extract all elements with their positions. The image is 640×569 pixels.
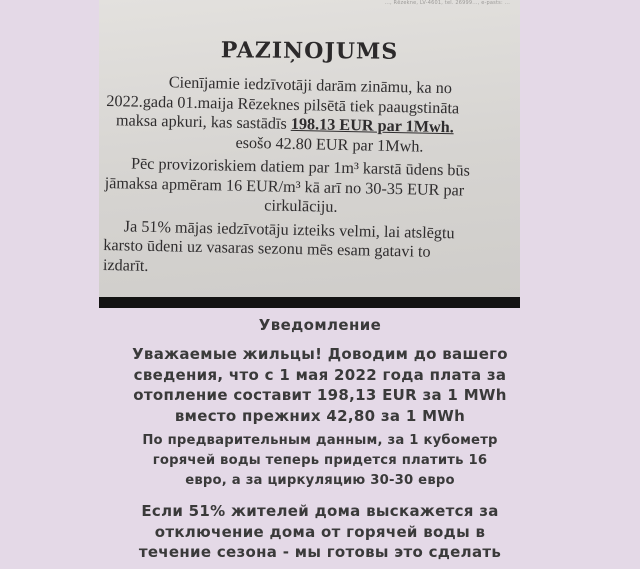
translation-line: По предварительным данным, за 1 кубометр <box>142 433 498 448</box>
notice-line: Cienījamie iedzīvotāji darām zināmu, ka no <box>168 73 453 98</box>
translation-line: вместо прежних 42,80 за 1 MWh <box>174 406 466 425</box>
translation-line: отключение дома от горячей воды в <box>154 522 486 541</box>
translation-line: отопление составит 198,13 EUR за 1 MWh <box>133 386 507 404</box>
translation-line: горячей воды теперь придется платить 16 <box>152 453 488 468</box>
notice-body <box>103 72 517 284</box>
notice-line: 2022.gada 01.maija Rēzeknes pilsētā tiek paaugstināta <box>106 91 460 117</box>
notice-line: izdarīt. <box>102 255 149 275</box>
translation-paragraph-1 <box>0 344 640 426</box>
notice-line: karsto ūdeni uz vasaras sezonu mēs esam gatavi to <box>103 235 431 261</box>
notice-photo <box>99 0 520 297</box>
notice-line: esošo 42.80 EUR par 1Mwh. <box>235 133 424 156</box>
notice-line-text: maksa apkuri, kas sastādīs <box>115 111 292 133</box>
translation-line: течение сезона - мы готовы это сделать <box>138 543 502 561</box>
translation-line: Уважаемые жильцы! Доводим до вашего <box>132 345 508 363</box>
notice-line: Ja 51% mājas iedzīvotāju izteiks velmi, lai atslēgtu <box>123 216 455 242</box>
translation-paragraph-3 <box>0 501 640 563</box>
translation-line: евро, а за циркуляцию 30-30 евро <box>185 473 455 488</box>
translation-block <box>0 308 640 563</box>
translation-title: Уведомление <box>258 316 382 334</box>
translation-line: сведения, что с 1 мая 2022 года плата за <box>133 365 507 384</box>
notice-title: PAZIŅOJUMS <box>220 37 399 65</box>
notice-line: Pēc provizoriskiem datiem par 1m³ karstā ūdens būs <box>130 154 471 180</box>
translation-paragraph-2 <box>0 431 640 491</box>
divider-bar <box>99 297 520 308</box>
translation-line: Если 51% жителей дома выскажется за <box>141 502 499 520</box>
letterhead-text: ..., Rēzekne, LV-4601, tel. 26999..., e-pasts: ... <box>384 0 510 6</box>
notice-line: jāmaksa apmēram 16 EUR/m³ kā arī no 30-35 EUR par <box>104 173 465 200</box>
price-highlight: 198.13 EUR par 1Mwh. <box>290 114 454 137</box>
notice-line: cirkulāciju. <box>264 196 338 216</box>
